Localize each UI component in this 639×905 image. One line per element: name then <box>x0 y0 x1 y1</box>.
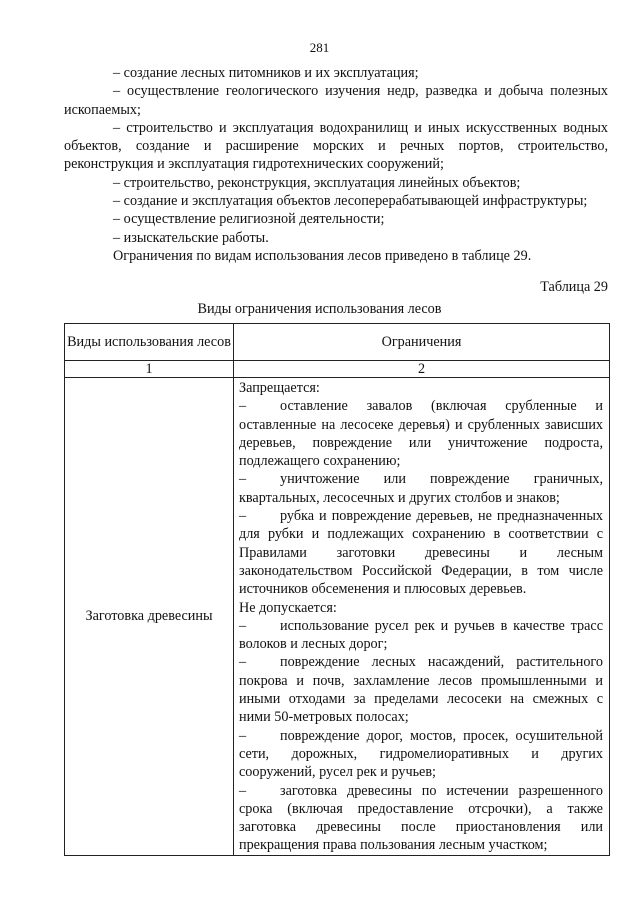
list-item <box>239 397 603 470</box>
restrictions-cell <box>234 378 610 856</box>
list-item-text: рубка и повреждение деревьев, не предназначенных для рубки и подлежащих сохранению в соответствии с Правилами заготовки древесины и лесным законодательством Российской Федерации, в том числе источников обсеменения и плюсовых деревьев. <box>239 508 603 598</box>
list-item-text: повреждение дорог, мостов, просек, осушительной сети, дорожных, гидромелиоративных и других сооружений, русел рек и ручьев; <box>239 727 603 781</box>
table-column-numbers-row <box>65 361 610 378</box>
header-forest-use-types: Виды использования лесов <box>65 324 234 361</box>
list-item-text: уничтожение или повреждение граничных, квартальных, лесосечных и других столбов и знаков; <box>239 471 603 506</box>
table-row <box>65 378 610 856</box>
list-item-text: оставление завалов (включая срубленные и оставленные на лесосеке деревья) и срубленных зависших деревьев, повреждение или уничтожение подроста, подлежащего сохранению; <box>239 398 603 470</box>
list-item <box>239 470 603 507</box>
column-number: 1 <box>65 361 234 378</box>
table-title: Виды ограничения использования лесов <box>197 301 442 317</box>
paragraph: – осуществление религиозной деятельности; <box>113 211 385 228</box>
paragraph: – изыскательские работы. <box>113 229 269 246</box>
page-number: 281 <box>309 40 330 55</box>
not-allowed-heading: Не допускается: <box>239 599 337 616</box>
paragraph: – осуществление геологического изучения недр, разведка и добыча полезных ископаемых; <box>64 83 608 118</box>
dash-marker: – <box>239 727 247 744</box>
list-item-text: повреждение лесных насаждений, растительного покрова и почв, захламление лесов промышленными и иными отходами за пределами лесосеки на смежных с ними 50-метровых полосах; <box>239 654 603 726</box>
list-item <box>239 782 603 855</box>
prohibited-heading: Запрещается: <box>239 380 320 396</box>
dash-marker: – <box>239 782 247 799</box>
list-item <box>239 727 603 782</box>
list-item <box>239 617 603 654</box>
list-item-text: заготовка древесины по истечении разрешенного срока (включая предоставление отсрочки), а также заготовка древесины после приостановления или прекращения права пользования лесным участком; <box>239 782 603 854</box>
list-item <box>239 653 603 726</box>
table-header-row <box>65 324 610 361</box>
column-number: 2 <box>234 361 610 378</box>
table-label: Таблица 29 <box>540 279 608 295</box>
restrictions-table <box>64 323 610 856</box>
dash-marker: – <box>239 654 247 671</box>
list-item <box>239 507 603 598</box>
paragraph: – строительство, реконструкция, эксплуатация линейных объектов; <box>113 174 521 191</box>
paragraph: – строительство и эксплуатация водохранилищ и иных искусственных водных объектов, создание и расширение морских и речных портов, строительство, реконструкция и эксплуатация гидротехнических сооружений; <box>64 119 608 173</box>
paragraph: Ограничения по видам использования лесов приведено в таблице 29. <box>113 247 532 264</box>
dash-marker: – <box>239 617 247 634</box>
list-item-text: использование русел рек и ручьев в качестве трасс волоков и лесных дорог; <box>239 617 603 653</box>
paragraph: – создание лесных питомников и их эксплуатация; <box>113 65 419 81</box>
body-text <box>64 64 608 265</box>
dash-marker: – <box>239 398 247 415</box>
paragraph: – создание и эксплуатация объектов лесоперерабатывающей инфраструктуры; <box>113 193 588 210</box>
header-restrictions: Ограничения <box>234 324 610 361</box>
forest-use-type-cell: Заготовка древесины <box>65 378 234 856</box>
dash-marker: – <box>239 471 247 488</box>
dash-marker: – <box>239 508 247 525</box>
